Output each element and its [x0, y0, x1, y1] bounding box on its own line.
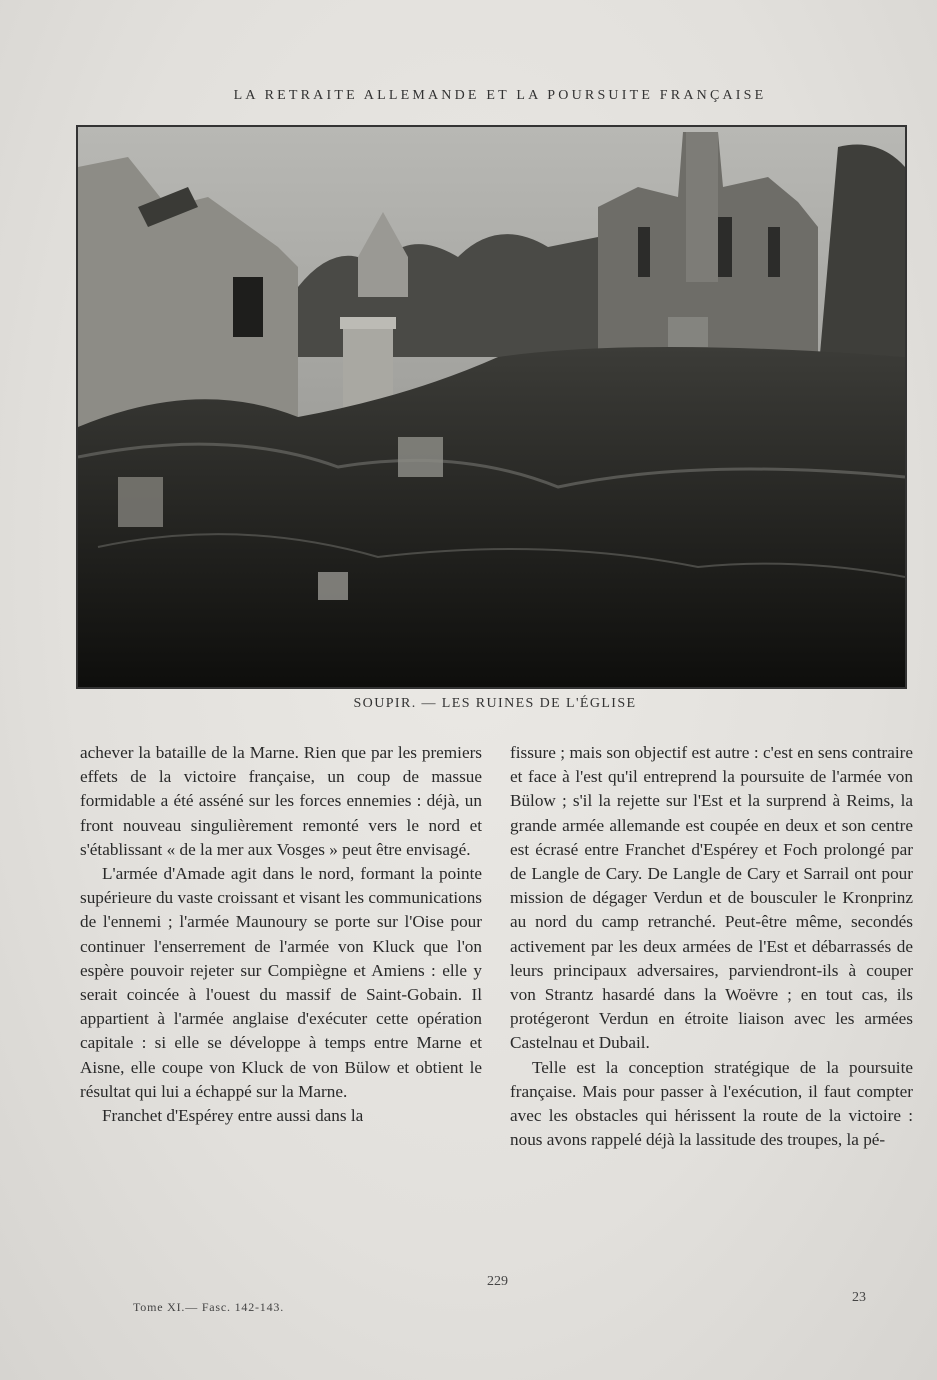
paragraph: L'armée d'Amade agit dans le nord, formant la pointe supérieure du vaste croissant et visant les communications de l'ennemi ; l'armée Maunoury se porte sur l'Oise pour continuer l'enserrement de l'armée von Kluck que l'on espère pouvoir rejeter sur Compiègne et Amiens : elle y serait coincée à l'ouest du massif de Saint-Gobain. Il appartient à l'armée anglaise d'exécuter cette opération capitale : si elle se développe à temps entre Marne et Aisne, elle coupe von Kluck de von Bülow et obtient le résultat qui lui a échappé sur la Marne. [80, 864, 482, 1101]
volume-fascicle-note: Tome XI.— Fasc. 142-143. [133, 1300, 285, 1314]
paragraph: achever la bataille de la Marne. Rien que par les premiers effets de la victoire française, un coup de massue formidable a été asséné sur les forces ennemies : déjà, un front nouveau singulièrement remonté vers le nord et s'établissant « de la mer aux Vosges » peut être envisagé. [80, 743, 482, 859]
running-title: LA RETRAITE ALLEMANDE ET LA POURSUITE FRANÇAISE [233, 88, 767, 103]
text-column-left [80, 741, 482, 1128]
photo-illustration [78, 127, 905, 687]
paragraph: Telle est la conception stratégique de la poursuite française. Mais pour passer à l'exécution, il faut compter avec les obstacles qui hérissent la route de la victoire : nous avons rappelé déjà la lassitude des troupes, la pé- [510, 1057, 913, 1150]
signature-mark: 23 [852, 1290, 866, 1305]
text-column-right [510, 741, 913, 1152]
paragraph: fissure ; mais son objectif est autre : c'est en sens contraire et face à l'est qu'il entreprend la poursuite de l'armée von Bülow ; s'il la rejette sur l'Est et la surprend à Reims, la grande armée allemande est coupée en deux et son centre est écrasé entre Franchet d'Espérey et Foch prolongé par de Langle de Cary. De Langle de Cary et Sarrail ont pour mission de dégager Verdun et de bousculer le Kronprinz au nord du camp retranché. Peut-être même, secondés activement par les deux armées de l'Est et débarrassés de leurs principaux adversaires, parviendront-ils à couper von Strantz hasardé dans la Woëvre ; en tout cas, ils protégeront Verdun en étroite liaison avec les armées Castelnau et Dubail. [510, 743, 913, 1053]
figure-caption: SOUPIR. — LES RUINES DE L'ÉGLISE [353, 696, 637, 711]
paragraph: Franchet d'Espérey entre aussi dans la [102, 1106, 364, 1126]
photograph-church-ruins [76, 125, 907, 689]
page-number: 229 [487, 1274, 508, 1289]
